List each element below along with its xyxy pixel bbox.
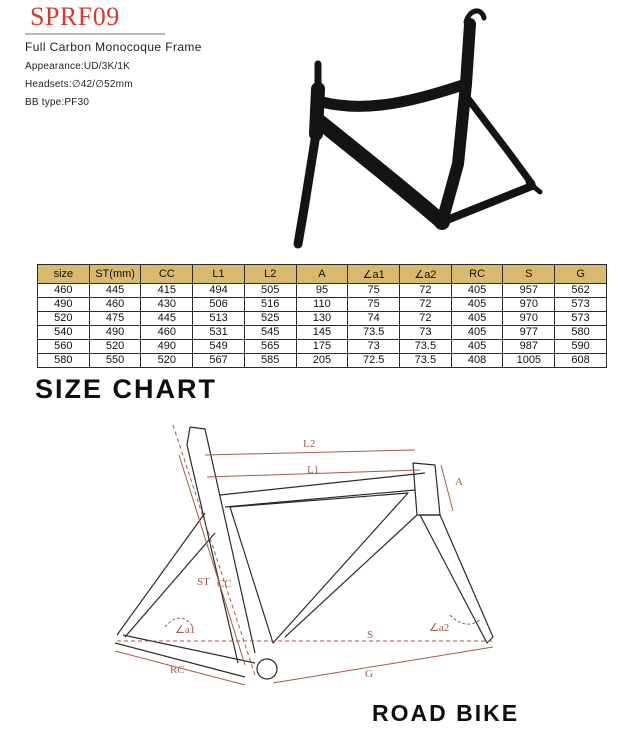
table-cell: 73.5 <box>400 340 452 354</box>
table-cell: 460 <box>141 326 193 340</box>
table-cell: 560 <box>38 340 90 354</box>
table-cell: 562 <box>555 284 607 298</box>
table-cell: 405 <box>451 340 503 354</box>
table-cell: 490 <box>141 340 193 354</box>
col-a: A <box>296 265 348 284</box>
col-st: ST(mm) <box>89 265 141 284</box>
table-cell: 957 <box>503 284 555 298</box>
table-cell: 516 <box>244 298 296 312</box>
table-row <box>38 354 607 368</box>
table-cell: 445 <box>89 284 141 298</box>
label-a: A <box>455 476 463 488</box>
table-row <box>38 298 607 312</box>
table-cell: 75 <box>348 284 400 298</box>
table-cell: 987 <box>503 340 555 354</box>
table-cell: 405 <box>451 284 503 298</box>
label-rc: RC <box>170 664 185 676</box>
col-cc: CC <box>141 265 193 284</box>
table-cell: 73.5 <box>400 354 452 368</box>
table-cell: 977 <box>503 326 555 340</box>
frame-subtitle: Full Carbon Monocoque Frame <box>25 40 202 54</box>
table-cell: 72.5 <box>348 354 400 368</box>
table-cell: 445 <box>141 312 193 326</box>
label-st: ST <box>197 576 210 588</box>
table-cell: 1005 <box>503 354 555 368</box>
geometry-diagram <box>95 415 515 715</box>
table-cell: 205 <box>296 354 348 368</box>
table-cell: 520 <box>38 312 90 326</box>
col-size: size <box>38 265 90 284</box>
table-cell: 75 <box>348 298 400 312</box>
table-cell: 73.5 <box>348 326 400 340</box>
table-cell: 72 <box>400 298 452 312</box>
table-cell: 130 <box>296 312 348 326</box>
table-cell: 72 <box>400 312 452 326</box>
table-cell: 567 <box>193 354 245 368</box>
table-cell: 95 <box>296 284 348 298</box>
table-cell: 494 <box>193 284 245 298</box>
table-cell: 520 <box>89 340 141 354</box>
table-cell: 460 <box>89 298 141 312</box>
table-cell: 430 <box>141 298 193 312</box>
table-cell: 531 <box>193 326 245 340</box>
table-cell: 513 <box>193 312 245 326</box>
table-cell: 549 <box>193 340 245 354</box>
label-a2: ∠a2 <box>429 622 450 634</box>
label-cc: CC <box>217 578 232 590</box>
bb-type-spec: BB type:PF30 <box>25 97 90 108</box>
table-cell: 573 <box>555 298 607 312</box>
table-cell: 970 <box>503 312 555 326</box>
headsets-spec: Headsets:∅42/∅52mm <box>25 79 133 90</box>
label-a1: ∠a1 <box>175 624 196 636</box>
table-row <box>38 340 607 354</box>
table-cell: 525 <box>244 312 296 326</box>
table-cell: 405 <box>451 298 503 312</box>
table-cell: 608 <box>555 354 607 368</box>
table-cell: 408 <box>451 354 503 368</box>
table-cell: 490 <box>38 298 90 312</box>
table-cell: 580 <box>555 326 607 340</box>
table-row <box>38 326 607 340</box>
col-rc: RC <box>451 265 503 284</box>
table-row <box>38 284 607 298</box>
col-s: S <box>503 265 555 284</box>
model-title: SPRF09 <box>30 2 120 31</box>
road-bike-heading: ROAD BIKE <box>372 700 520 726</box>
table-cell: 573 <box>555 312 607 326</box>
label-g: G <box>365 668 373 680</box>
size-chart-heading: SIZE CHART <box>35 374 217 404</box>
table-cell: 415 <box>141 284 193 298</box>
label-s: S <box>367 629 374 641</box>
table-cell: 585 <box>244 354 296 368</box>
table-header-row <box>38 265 607 284</box>
table-cell: 405 <box>451 326 503 340</box>
appearance-spec: Appearance:UD/3K/1K <box>25 61 130 72</box>
table-cell: 506 <box>193 298 245 312</box>
table-cell: 550 <box>89 354 141 368</box>
table-cell: 505 <box>244 284 296 298</box>
col-l1: L1 <box>193 265 245 284</box>
table-cell: 545 <box>244 326 296 340</box>
table-cell: 565 <box>244 340 296 354</box>
table-cell: 520 <box>141 354 193 368</box>
col-a1: ∠a1 <box>348 265 400 284</box>
geometry-table <box>37 264 607 368</box>
table-cell: 460 <box>38 284 90 298</box>
col-a2: ∠a2 <box>400 265 452 284</box>
col-l2: L2 <box>244 265 296 284</box>
table-cell: 145 <box>296 326 348 340</box>
table-cell: 175 <box>296 340 348 354</box>
table-cell: 73 <box>400 326 452 340</box>
label-l2: L2 <box>303 438 316 450</box>
table-cell: 590 <box>555 340 607 354</box>
col-g: G <box>555 265 607 284</box>
table-cell: 73 <box>348 340 400 354</box>
frame-photo <box>270 4 630 254</box>
table-cell: 540 <box>38 326 90 340</box>
table-cell: 580 <box>38 354 90 368</box>
table-row <box>38 312 607 326</box>
table-cell: 490 <box>89 326 141 340</box>
table-cell: 72 <box>400 284 452 298</box>
table-cell: 405 <box>451 312 503 326</box>
label-l1: L1 <box>307 464 320 476</box>
table-cell: 970 <box>503 298 555 312</box>
table-cell: 74 <box>348 312 400 326</box>
table-cell: 475 <box>89 312 141 326</box>
table-cell: 110 <box>296 298 348 312</box>
